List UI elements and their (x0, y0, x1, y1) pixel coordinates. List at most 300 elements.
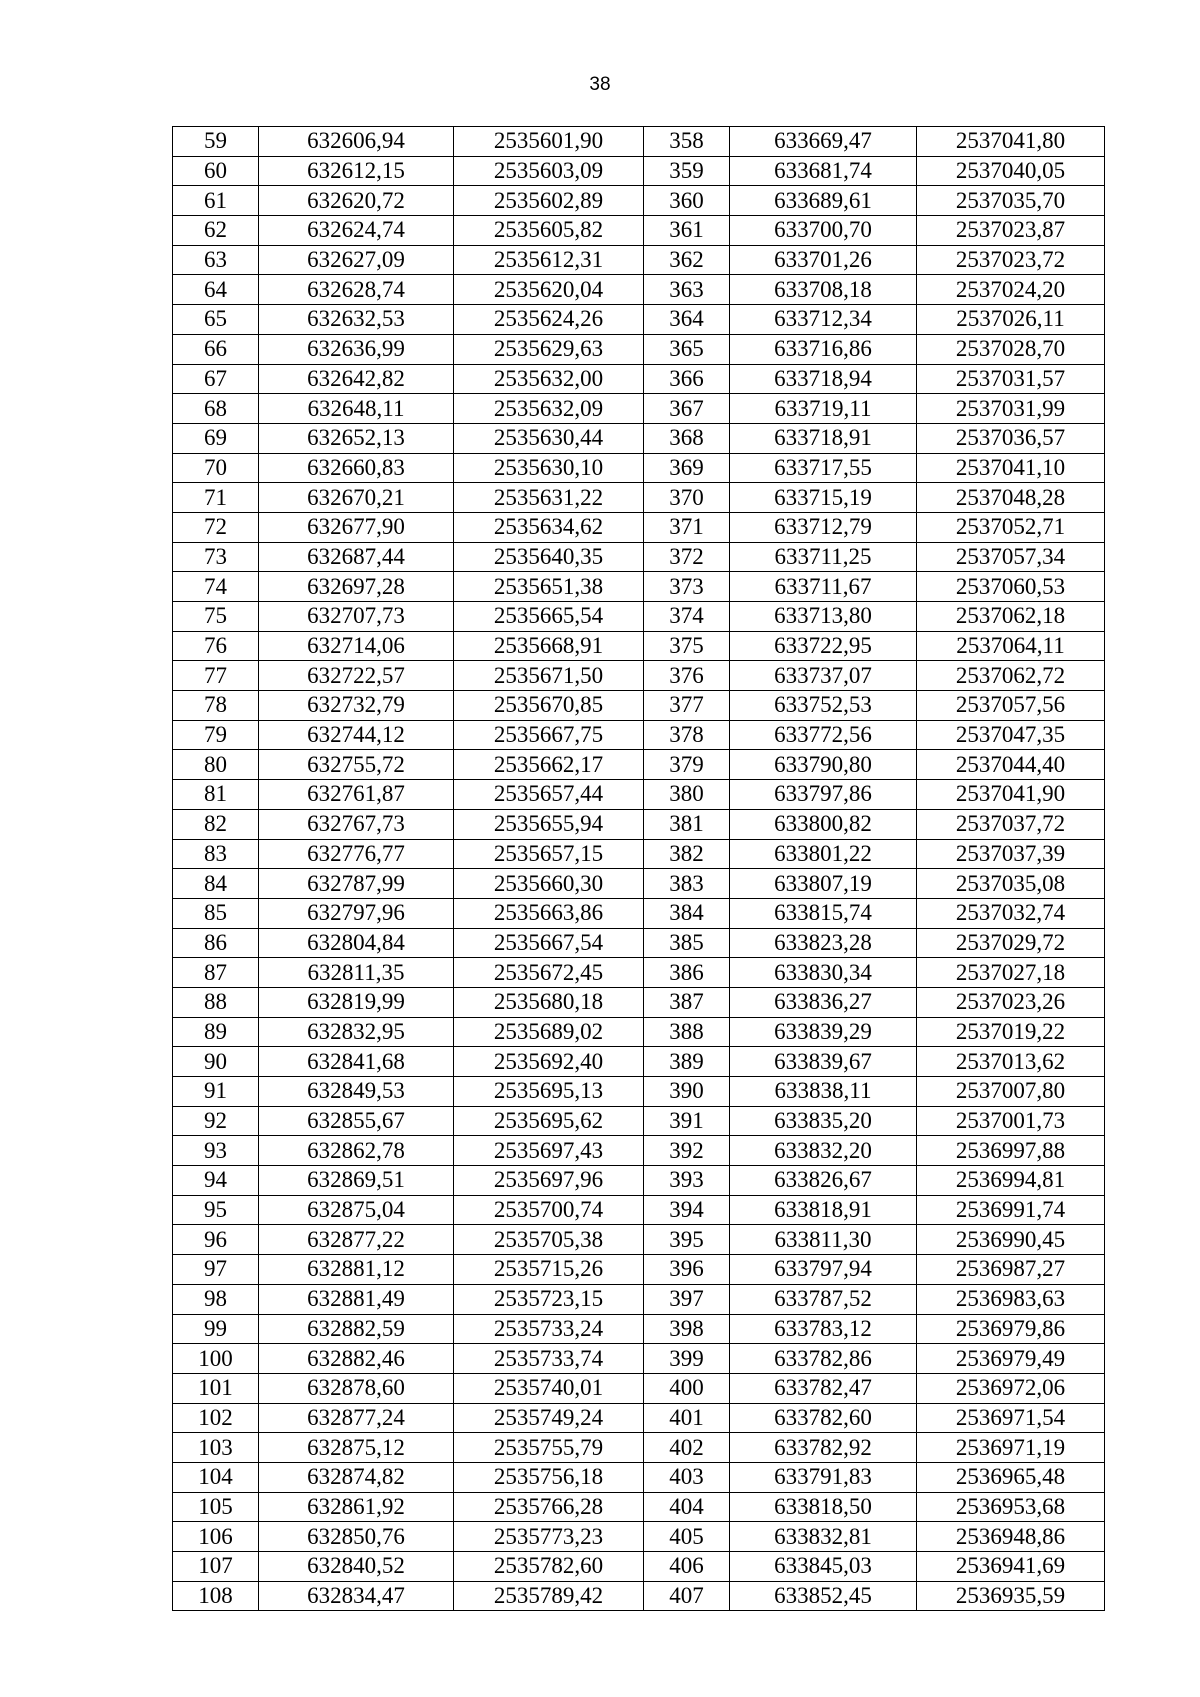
right-point-number-cell: 366 (644, 364, 730, 394)
right-x-coordinate-cell: 633815,74 (730, 898, 917, 928)
right-point-number-cell: 360 (644, 186, 730, 216)
left-y-coordinate-cell: 2535773,23 (454, 1522, 644, 1552)
right-point-number-cell: 393 (644, 1166, 730, 1196)
left-point-number-cell: 108 (173, 1581, 259, 1611)
left-y-coordinate-cell: 2535766,28 (454, 1492, 644, 1522)
left-point-number-cell: 80 (173, 750, 259, 780)
right-x-coordinate-cell: 633772,56 (730, 720, 917, 750)
right-point-number-cell: 378 (644, 720, 730, 750)
right-y-coordinate-cell: 2537062,18 (917, 602, 1105, 632)
table-row (173, 305, 1105, 335)
left-point-number-cell: 99 (173, 1314, 259, 1344)
left-point-number-cell: 106 (173, 1522, 259, 1552)
left-point-number-cell: 84 (173, 869, 259, 899)
left-point-number-cell: 68 (173, 394, 259, 424)
right-y-coordinate-cell: 2537052,71 (917, 512, 1105, 542)
left-x-coordinate-cell: 632832,95 (259, 1017, 454, 1047)
right-y-coordinate-cell: 2537064,11 (917, 631, 1105, 661)
table-row (173, 1373, 1105, 1403)
right-x-coordinate-cell: 633852,45 (730, 1581, 917, 1611)
left-y-coordinate-cell: 2535602,89 (454, 186, 644, 216)
left-point-number-cell: 102 (173, 1403, 259, 1433)
table-row (173, 1314, 1105, 1344)
left-point-number-cell: 73 (173, 542, 259, 572)
right-point-number-cell: 390 (644, 1077, 730, 1107)
right-x-coordinate-cell: 633712,79 (730, 512, 917, 542)
right-point-number-cell: 363 (644, 275, 730, 305)
right-y-coordinate-cell: 2537031,57 (917, 364, 1105, 394)
right-point-number-cell: 383 (644, 869, 730, 899)
right-point-number-cell: 372 (644, 542, 730, 572)
right-x-coordinate-cell: 633711,25 (730, 542, 917, 572)
left-x-coordinate-cell: 632869,51 (259, 1166, 454, 1196)
left-y-coordinate-cell: 2535672,45 (454, 958, 644, 988)
left-x-coordinate-cell: 632612,15 (259, 156, 454, 186)
left-x-coordinate-cell: 632882,46 (259, 1344, 454, 1374)
table-row (173, 1136, 1105, 1166)
right-x-coordinate-cell: 633826,67 (730, 1166, 917, 1196)
right-point-number-cell: 391 (644, 1106, 730, 1136)
left-point-number-cell: 64 (173, 275, 259, 305)
table-row (173, 512, 1105, 542)
left-y-coordinate-cell: 2535663,86 (454, 898, 644, 928)
right-point-number-cell: 365 (644, 334, 730, 364)
table-row (173, 423, 1105, 453)
right-x-coordinate-cell: 633716,86 (730, 334, 917, 364)
right-y-coordinate-cell: 2537023,87 (917, 216, 1105, 246)
table-row (173, 987, 1105, 1017)
left-y-coordinate-cell: 2535755,79 (454, 1433, 644, 1463)
right-y-coordinate-cell: 2537040,05 (917, 156, 1105, 186)
left-y-coordinate-cell: 2535723,15 (454, 1284, 644, 1314)
right-y-coordinate-cell: 2537060,53 (917, 572, 1105, 602)
left-point-number-cell: 62 (173, 216, 259, 246)
left-x-coordinate-cell: 632787,99 (259, 869, 454, 899)
left-x-coordinate-cell: 632648,11 (259, 394, 454, 424)
right-y-coordinate-cell: 2536953,68 (917, 1492, 1105, 1522)
table-row (173, 1552, 1105, 1582)
left-x-coordinate-cell: 632677,90 (259, 512, 454, 542)
left-y-coordinate-cell: 2535640,35 (454, 542, 644, 572)
table-row (173, 1403, 1105, 1433)
right-point-number-cell: 381 (644, 809, 730, 839)
right-x-coordinate-cell: 633712,34 (730, 305, 917, 335)
table-row (173, 839, 1105, 869)
right-x-coordinate-cell: 633823,28 (730, 928, 917, 958)
table-row (173, 1106, 1105, 1136)
right-point-number-cell: 404 (644, 1492, 730, 1522)
left-x-coordinate-cell: 632697,28 (259, 572, 454, 602)
left-y-coordinate-cell: 2535756,18 (454, 1462, 644, 1492)
left-point-number-cell: 72 (173, 512, 259, 542)
left-x-coordinate-cell: 632755,72 (259, 750, 454, 780)
right-point-number-cell: 392 (644, 1136, 730, 1166)
left-x-coordinate-cell: 632642,82 (259, 364, 454, 394)
right-y-coordinate-cell: 2537023,72 (917, 245, 1105, 275)
right-point-number-cell: 380 (644, 780, 730, 810)
table-row (173, 1344, 1105, 1374)
left-x-coordinate-cell: 632877,22 (259, 1225, 454, 1255)
right-point-number-cell: 398 (644, 1314, 730, 1344)
right-point-number-cell: 403 (644, 1462, 730, 1492)
table-row (173, 631, 1105, 661)
right-x-coordinate-cell: 633713,80 (730, 602, 917, 632)
right-y-coordinate-cell: 2537028,70 (917, 334, 1105, 364)
right-y-coordinate-cell: 2536990,45 (917, 1225, 1105, 1255)
left-x-coordinate-cell: 632874,82 (259, 1462, 454, 1492)
right-y-coordinate-cell: 2536983,63 (917, 1284, 1105, 1314)
left-x-coordinate-cell: 632624,74 (259, 216, 454, 246)
right-point-number-cell: 397 (644, 1284, 730, 1314)
right-x-coordinate-cell: 633807,19 (730, 869, 917, 899)
right-point-number-cell: 386 (644, 958, 730, 988)
left-point-number-cell: 74 (173, 572, 259, 602)
table-row (173, 186, 1105, 216)
coordinates-table-body (173, 127, 1105, 1611)
right-point-number-cell: 359 (644, 156, 730, 186)
left-x-coordinate-cell: 632875,12 (259, 1433, 454, 1463)
left-y-coordinate-cell: 2535695,62 (454, 1106, 644, 1136)
left-x-coordinate-cell: 632804,84 (259, 928, 454, 958)
table-row (173, 869, 1105, 899)
table-row (173, 1581, 1105, 1611)
right-y-coordinate-cell: 2537027,18 (917, 958, 1105, 988)
right-x-coordinate-cell: 633839,29 (730, 1017, 917, 1047)
table-row (173, 1284, 1105, 1314)
right-x-coordinate-cell: 633717,55 (730, 453, 917, 483)
right-x-coordinate-cell: 633708,18 (730, 275, 917, 305)
table-row (173, 1195, 1105, 1225)
right-y-coordinate-cell: 2537041,80 (917, 127, 1105, 157)
left-y-coordinate-cell: 2535680,18 (454, 987, 644, 1017)
left-point-number-cell: 78 (173, 691, 259, 721)
left-point-number-cell: 65 (173, 305, 259, 335)
table-row (173, 245, 1105, 275)
right-x-coordinate-cell: 633838,11 (730, 1077, 917, 1107)
left-y-coordinate-cell: 2535630,10 (454, 453, 644, 483)
right-point-number-cell: 385 (644, 928, 730, 958)
left-point-number-cell: 92 (173, 1106, 259, 1136)
left-y-coordinate-cell: 2535657,15 (454, 839, 644, 869)
left-point-number-cell: 96 (173, 1225, 259, 1255)
right-point-number-cell: 362 (644, 245, 730, 275)
right-point-number-cell: 394 (644, 1195, 730, 1225)
left-x-coordinate-cell: 632882,59 (259, 1314, 454, 1344)
left-x-coordinate-cell: 632850,76 (259, 1522, 454, 1552)
right-point-number-cell: 402 (644, 1433, 730, 1463)
left-x-coordinate-cell: 632849,53 (259, 1077, 454, 1107)
left-y-coordinate-cell: 2535695,13 (454, 1077, 644, 1107)
left-x-coordinate-cell: 632652,13 (259, 423, 454, 453)
left-x-coordinate-cell: 632732,79 (259, 691, 454, 721)
right-x-coordinate-cell: 633835,20 (730, 1106, 917, 1136)
left-point-number-cell: 93 (173, 1136, 259, 1166)
right-x-coordinate-cell: 633818,91 (730, 1195, 917, 1225)
left-x-coordinate-cell: 632819,99 (259, 987, 454, 1017)
left-point-number-cell: 70 (173, 453, 259, 483)
left-x-coordinate-cell: 632878,60 (259, 1373, 454, 1403)
left-x-coordinate-cell: 632628,74 (259, 275, 454, 305)
right-x-coordinate-cell: 633783,12 (730, 1314, 917, 1344)
left-point-number-cell: 87 (173, 958, 259, 988)
table-row (173, 156, 1105, 186)
right-y-coordinate-cell: 2536965,48 (917, 1462, 1105, 1492)
right-point-number-cell: 396 (644, 1255, 730, 1285)
right-x-coordinate-cell: 633718,94 (730, 364, 917, 394)
left-x-coordinate-cell: 632707,73 (259, 602, 454, 632)
right-y-coordinate-cell: 2537044,40 (917, 750, 1105, 780)
table-row (173, 958, 1105, 988)
right-y-coordinate-cell: 2536971,54 (917, 1403, 1105, 1433)
left-x-coordinate-cell: 632722,57 (259, 661, 454, 691)
right-y-coordinate-cell: 2537041,10 (917, 453, 1105, 483)
right-point-number-cell: 361 (644, 216, 730, 246)
right-x-coordinate-cell: 633737,07 (730, 661, 917, 691)
table-row (173, 453, 1105, 483)
left-y-coordinate-cell: 2535665,54 (454, 602, 644, 632)
right-x-coordinate-cell: 633797,94 (730, 1255, 917, 1285)
left-point-number-cell: 86 (173, 928, 259, 958)
right-x-coordinate-cell: 633719,11 (730, 394, 917, 424)
left-y-coordinate-cell: 2535740,01 (454, 1373, 644, 1403)
right-x-coordinate-cell: 633700,70 (730, 216, 917, 246)
table-row (173, 394, 1105, 424)
left-y-coordinate-cell: 2535789,42 (454, 1581, 644, 1611)
right-x-coordinate-cell: 633782,86 (730, 1344, 917, 1374)
table-row (173, 1225, 1105, 1255)
right-x-coordinate-cell: 633791,83 (730, 1462, 917, 1492)
left-x-coordinate-cell: 632632,53 (259, 305, 454, 335)
table-row (173, 898, 1105, 928)
right-point-number-cell: 376 (644, 661, 730, 691)
table-row (173, 1522, 1105, 1552)
right-y-coordinate-cell: 2537037,72 (917, 809, 1105, 839)
right-x-coordinate-cell: 633790,80 (730, 750, 917, 780)
right-y-coordinate-cell: 2536991,74 (917, 1195, 1105, 1225)
table-row (173, 691, 1105, 721)
right-point-number-cell: 377 (644, 691, 730, 721)
left-x-coordinate-cell: 632606,94 (259, 127, 454, 157)
left-x-coordinate-cell: 632861,92 (259, 1492, 454, 1522)
left-point-number-cell: 101 (173, 1373, 259, 1403)
table-row (173, 1433, 1105, 1463)
right-y-coordinate-cell: 2537035,08 (917, 869, 1105, 899)
right-x-coordinate-cell: 633669,47 (730, 127, 917, 157)
left-y-coordinate-cell: 2535662,17 (454, 750, 644, 780)
table-row (173, 750, 1105, 780)
right-x-coordinate-cell: 633845,03 (730, 1552, 917, 1582)
left-x-coordinate-cell: 632881,12 (259, 1255, 454, 1285)
left-y-coordinate-cell: 2535630,44 (454, 423, 644, 453)
table-row (173, 1017, 1105, 1047)
left-x-coordinate-cell: 632776,77 (259, 839, 454, 869)
right-point-number-cell: 389 (644, 1047, 730, 1077)
table-row (173, 1462, 1105, 1492)
right-y-coordinate-cell: 2537037,39 (917, 839, 1105, 869)
right-point-number-cell: 388 (644, 1017, 730, 1047)
left-x-coordinate-cell: 632841,68 (259, 1047, 454, 1077)
left-point-number-cell: 98 (173, 1284, 259, 1314)
right-x-coordinate-cell: 633818,50 (730, 1492, 917, 1522)
right-point-number-cell: 406 (644, 1552, 730, 1582)
right-x-coordinate-cell: 633722,95 (730, 631, 917, 661)
right-x-coordinate-cell: 633689,61 (730, 186, 917, 216)
table-row (173, 364, 1105, 394)
left-x-coordinate-cell: 632714,06 (259, 631, 454, 661)
left-x-coordinate-cell: 632811,35 (259, 958, 454, 988)
left-y-coordinate-cell: 2535733,24 (454, 1314, 644, 1344)
left-y-coordinate-cell: 2535667,75 (454, 720, 644, 750)
left-x-coordinate-cell: 632875,04 (259, 1195, 454, 1225)
table-row (173, 216, 1105, 246)
left-point-number-cell: 61 (173, 186, 259, 216)
right-point-number-cell: 395 (644, 1225, 730, 1255)
left-point-number-cell: 71 (173, 483, 259, 513)
right-x-coordinate-cell: 633752,53 (730, 691, 917, 721)
left-point-number-cell: 88 (173, 987, 259, 1017)
right-y-coordinate-cell: 2537026,11 (917, 305, 1105, 335)
right-point-number-cell: 375 (644, 631, 730, 661)
right-x-coordinate-cell: 633711,67 (730, 572, 917, 602)
right-y-coordinate-cell: 2536948,86 (917, 1522, 1105, 1552)
right-point-number-cell: 369 (644, 453, 730, 483)
left-y-coordinate-cell: 2535733,74 (454, 1344, 644, 1374)
right-y-coordinate-cell: 2537023,26 (917, 987, 1105, 1017)
left-x-coordinate-cell: 632687,44 (259, 542, 454, 572)
right-point-number-cell: 373 (644, 572, 730, 602)
left-point-number-cell: 89 (173, 1017, 259, 1047)
left-y-coordinate-cell: 2535667,54 (454, 928, 644, 958)
right-x-coordinate-cell: 633839,67 (730, 1047, 917, 1077)
right-x-coordinate-cell: 633782,92 (730, 1433, 917, 1463)
right-y-coordinate-cell: 2537024,20 (917, 275, 1105, 305)
right-x-coordinate-cell: 633701,26 (730, 245, 917, 275)
right-y-coordinate-cell: 2536997,88 (917, 1136, 1105, 1166)
right-y-coordinate-cell: 2537041,90 (917, 780, 1105, 810)
right-point-number-cell: 364 (644, 305, 730, 335)
right-point-number-cell: 401 (644, 1403, 730, 1433)
left-point-number-cell: 105 (173, 1492, 259, 1522)
left-y-coordinate-cell: 2535782,60 (454, 1552, 644, 1582)
left-y-coordinate-cell: 2535697,43 (454, 1136, 644, 1166)
right-point-number-cell: 368 (644, 423, 730, 453)
table-row (173, 1077, 1105, 1107)
left-point-number-cell: 59 (173, 127, 259, 157)
right-y-coordinate-cell: 2537057,34 (917, 542, 1105, 572)
right-y-coordinate-cell: 2537029,72 (917, 928, 1105, 958)
left-y-coordinate-cell: 2535705,38 (454, 1225, 644, 1255)
left-point-number-cell: 60 (173, 156, 259, 186)
right-y-coordinate-cell: 2537035,70 (917, 186, 1105, 216)
left-x-coordinate-cell: 632620,72 (259, 186, 454, 216)
right-x-coordinate-cell: 633718,91 (730, 423, 917, 453)
right-y-coordinate-cell: 2536972,06 (917, 1373, 1105, 1403)
right-x-coordinate-cell: 633832,81 (730, 1522, 917, 1552)
right-y-coordinate-cell: 2537036,57 (917, 423, 1105, 453)
right-y-coordinate-cell: 2537031,99 (917, 394, 1105, 424)
left-y-coordinate-cell: 2535634,62 (454, 512, 644, 542)
table-row (173, 602, 1105, 632)
right-point-number-cell: 387 (644, 987, 730, 1017)
right-x-coordinate-cell: 633782,60 (730, 1403, 917, 1433)
right-y-coordinate-cell: 2536979,49 (917, 1344, 1105, 1374)
left-y-coordinate-cell: 2535601,90 (454, 127, 644, 157)
table-row (173, 928, 1105, 958)
right-point-number-cell: 379 (644, 750, 730, 780)
right-point-number-cell: 371 (644, 512, 730, 542)
left-point-number-cell: 97 (173, 1255, 259, 1285)
table-row (173, 1492, 1105, 1522)
right-x-coordinate-cell: 633830,34 (730, 958, 917, 988)
table-row (173, 780, 1105, 810)
left-y-coordinate-cell: 2535655,94 (454, 809, 644, 839)
coordinates-table (172, 126, 1105, 1611)
left-y-coordinate-cell: 2535670,85 (454, 691, 644, 721)
right-x-coordinate-cell: 633797,86 (730, 780, 917, 810)
right-y-coordinate-cell: 2537057,56 (917, 691, 1105, 721)
left-y-coordinate-cell: 2535629,63 (454, 334, 644, 364)
right-y-coordinate-cell: 2536987,27 (917, 1255, 1105, 1285)
left-point-number-cell: 77 (173, 661, 259, 691)
right-y-coordinate-cell: 2537001,73 (917, 1106, 1105, 1136)
left-point-number-cell: 83 (173, 839, 259, 869)
right-x-coordinate-cell: 633836,27 (730, 987, 917, 1017)
left-y-coordinate-cell: 2535603,09 (454, 156, 644, 186)
left-x-coordinate-cell: 632744,12 (259, 720, 454, 750)
left-y-coordinate-cell: 2535620,04 (454, 275, 644, 305)
right-point-number-cell: 384 (644, 898, 730, 928)
left-point-number-cell: 67 (173, 364, 259, 394)
left-point-number-cell: 75 (173, 602, 259, 632)
right-y-coordinate-cell: 2537062,72 (917, 661, 1105, 691)
left-x-coordinate-cell: 632627,09 (259, 245, 454, 275)
left-point-number-cell: 103 (173, 1433, 259, 1463)
right-y-coordinate-cell: 2537032,74 (917, 898, 1105, 928)
table-row (173, 1047, 1105, 1077)
left-x-coordinate-cell: 632834,47 (259, 1581, 454, 1611)
right-x-coordinate-cell: 633787,52 (730, 1284, 917, 1314)
left-point-number-cell: 79 (173, 720, 259, 750)
right-x-coordinate-cell: 633801,22 (730, 839, 917, 869)
right-point-number-cell: 374 (644, 602, 730, 632)
right-y-coordinate-cell: 2536971,19 (917, 1433, 1105, 1463)
left-point-number-cell: 63 (173, 245, 259, 275)
left-y-coordinate-cell: 2535612,31 (454, 245, 644, 275)
right-x-coordinate-cell: 633681,74 (730, 156, 917, 186)
right-x-coordinate-cell: 633832,20 (730, 1136, 917, 1166)
left-point-number-cell: 100 (173, 1344, 259, 1374)
right-point-number-cell: 399 (644, 1344, 730, 1374)
left-x-coordinate-cell: 632761,87 (259, 780, 454, 810)
left-y-coordinate-cell: 2535605,82 (454, 216, 644, 246)
left-point-number-cell: 82 (173, 809, 259, 839)
right-y-coordinate-cell: 2537048,28 (917, 483, 1105, 513)
left-point-number-cell: 81 (173, 780, 259, 810)
left-point-number-cell: 91 (173, 1077, 259, 1107)
left-y-coordinate-cell: 2535632,09 (454, 394, 644, 424)
left-point-number-cell: 76 (173, 631, 259, 661)
page-number: 38 (589, 74, 611, 95)
table-row (173, 572, 1105, 602)
table-row (173, 483, 1105, 513)
right-x-coordinate-cell: 633715,19 (730, 483, 917, 513)
left-x-coordinate-cell: 632862,78 (259, 1136, 454, 1166)
left-x-coordinate-cell: 632767,73 (259, 809, 454, 839)
left-point-number-cell: 95 (173, 1195, 259, 1225)
left-point-number-cell: 94 (173, 1166, 259, 1196)
right-point-number-cell: 407 (644, 1581, 730, 1611)
right-point-number-cell: 405 (644, 1522, 730, 1552)
